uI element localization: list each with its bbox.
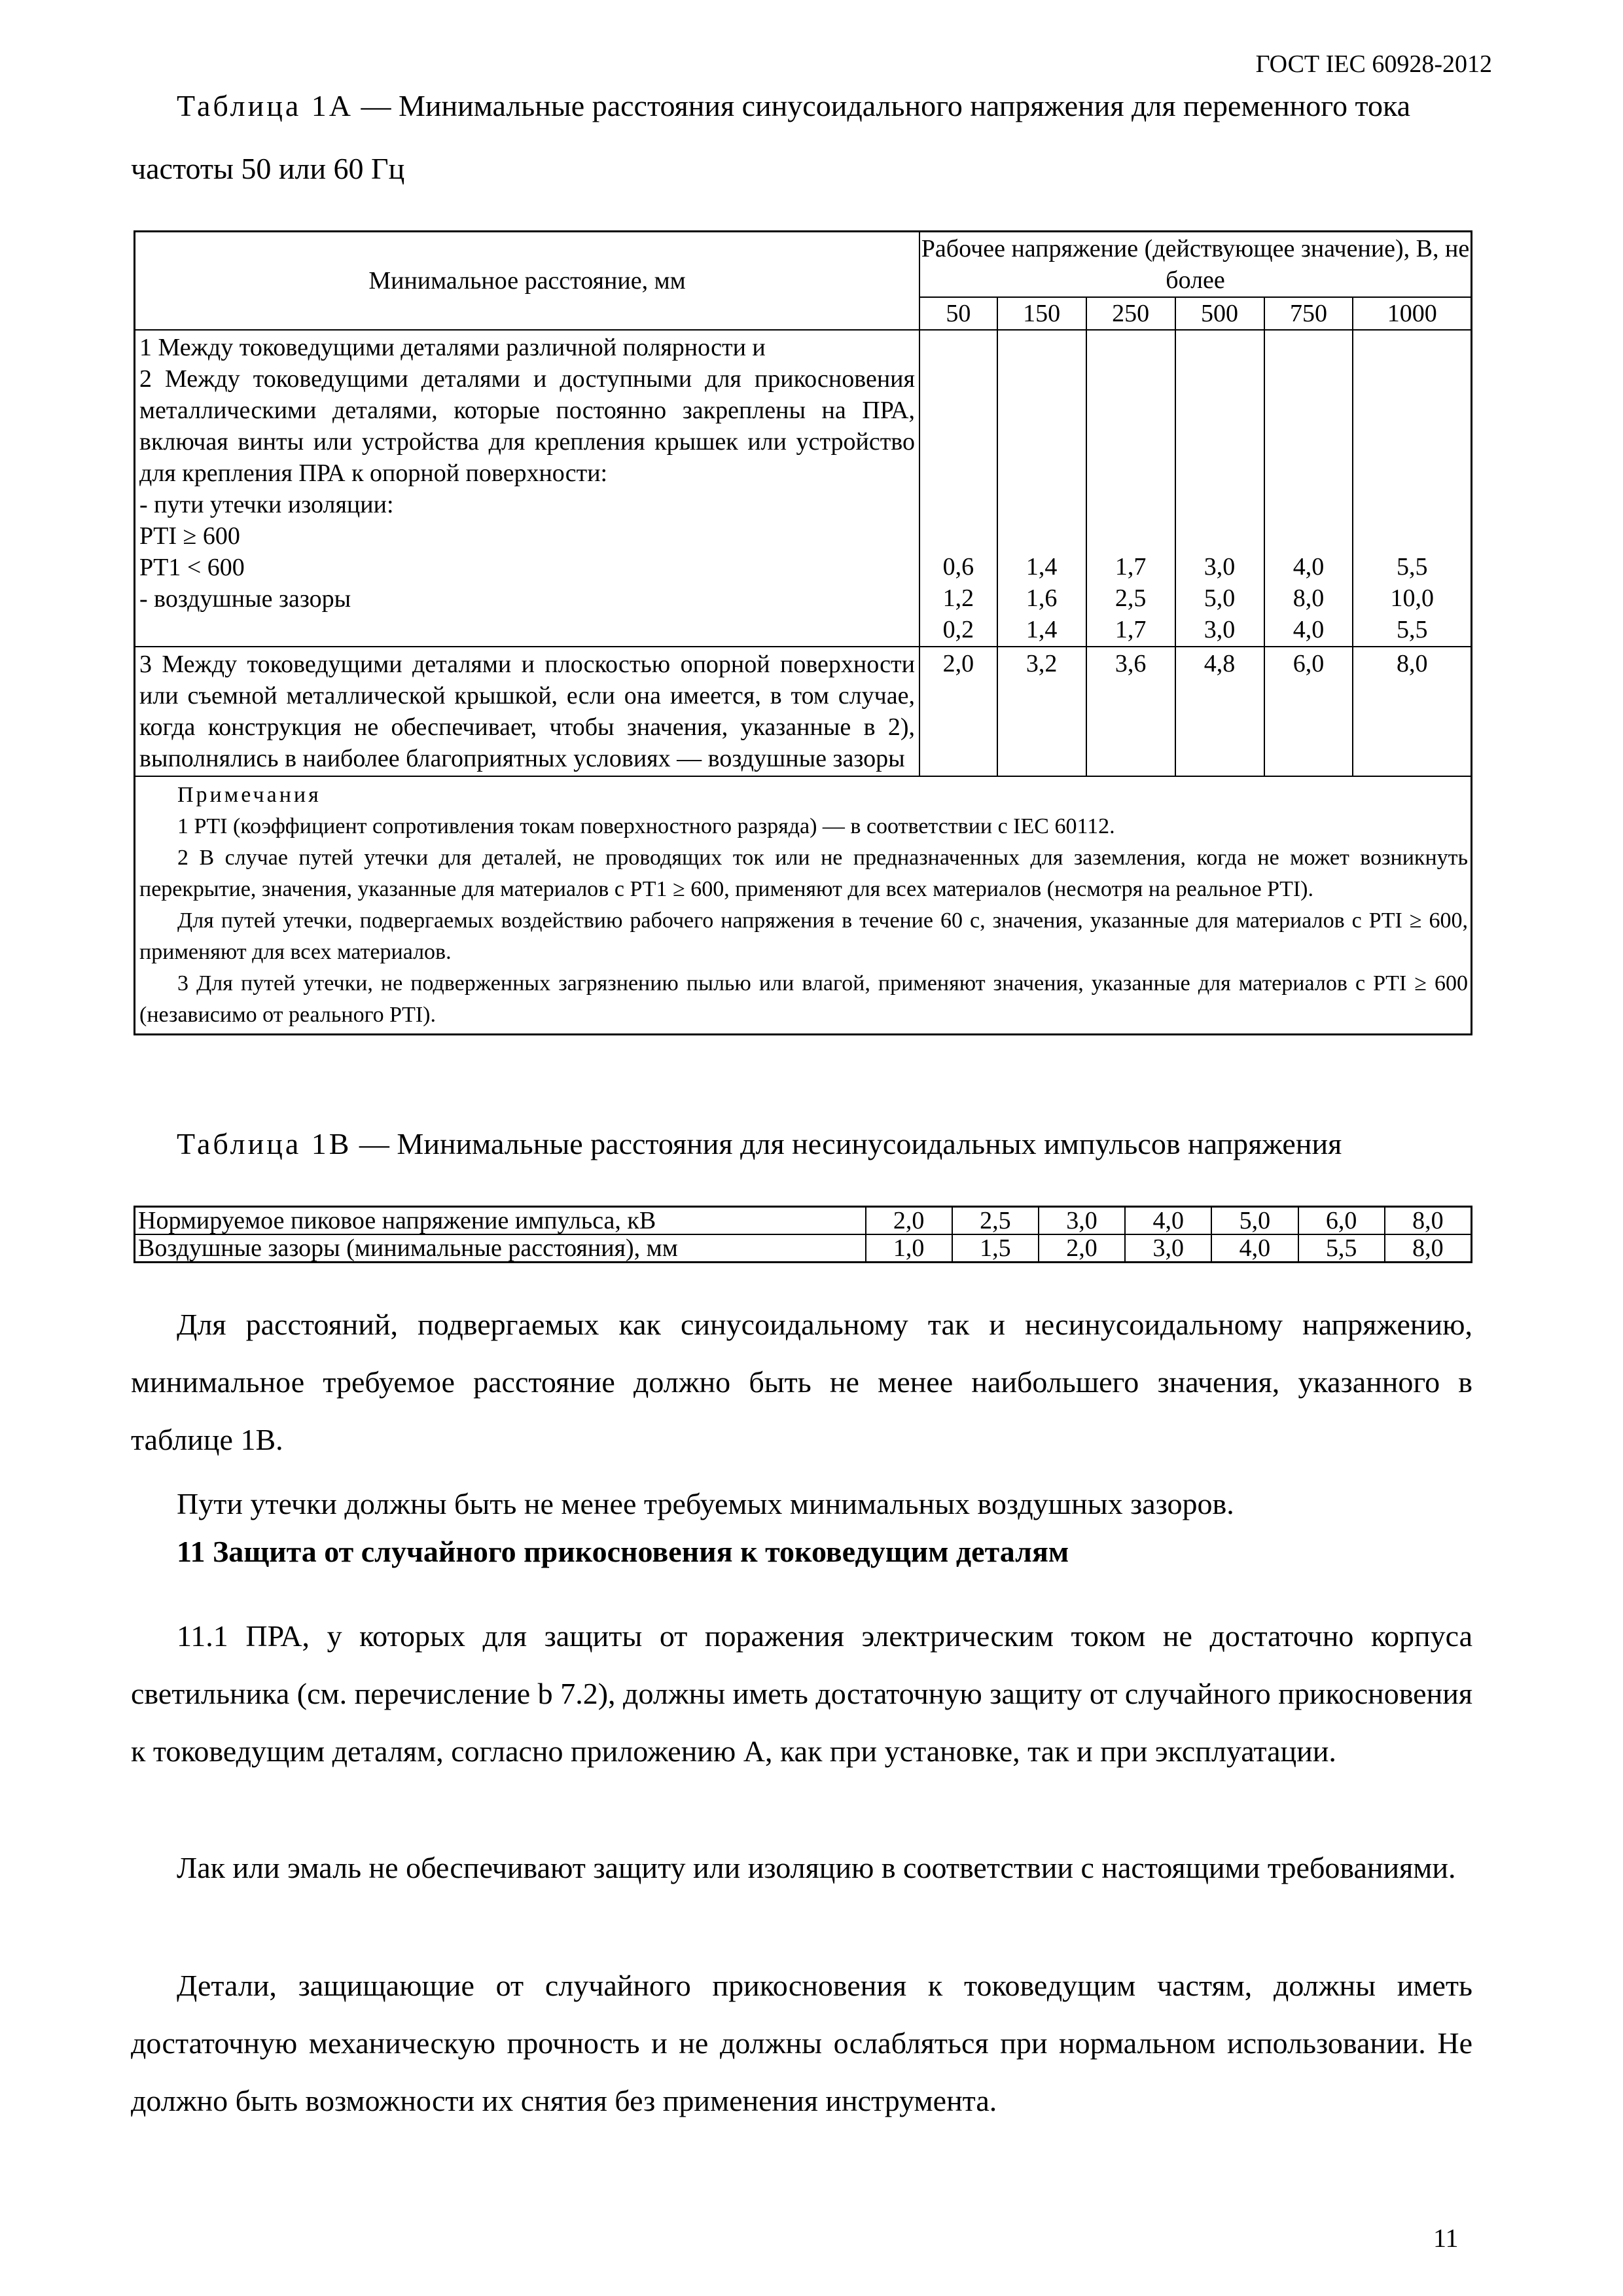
table-1a [134,230,1472,1035]
table-1b-caption [131,1113,1472,1175]
row3-value: 4,8 [1175,647,1264,776]
row1-values-50: 0,6 1,2 0,2 [919,330,997,647]
table-notes [135,776,1472,1035]
row1-values-750: 4,0 8,0 4,0 [1264,330,1353,647]
header-min-distance: Минимальное расстояние, мм [135,232,920,331]
table-row: Нормируемое пиковое напряжение импульса, кВ 2,0 2,5 3,0 4,0 5,0 6,0 8,0 [135,1207,1472,1235]
table-row: Воздушные зазоры (минимальные расстояния), мм 1,0 1,5 2,0 3,0 4,0 5,5 8,0 [135,1234,1472,1263]
paragraph-11-1: 11.1 ПРА, у которых для защиты от поражения электрическим током не достаточно корпуса светильника (см. перечисление b 7.2), должны иметь достаточную защиту от случайного прикосновения к токоведущим деталям, согласно приложению А, как при установке, так и при эксплуатации. [131,1619,1472,1768]
note-item: 2 В случае путей утечки для деталей, не проводящих ток или не предназначенных для заземления, когда не может возникнуть перекрытие, значения, указанные для материалов с РТ1 ≥ 600, применяют для всех материалов (несмотря на реальное PTI). [139,846,1468,901]
table-1a-title: — Минимальные расстояния синусоидального напряжения для переменного тока частоты 50 или 60 Гц [131,89,1411,185]
section-title: 11 Защита от случайного прикосновения к токоведущим деталям [177,1535,1069,1568]
voltage-header: 750 [1264,297,1353,330]
table-1a-label: Таблица 1А [177,89,353,122]
paragraph-protective-parts: Детали, защищающие от случайного прикосновения к токоведущим частям, должны иметь достаточную механическую прочность и не должны ослабляться при нормальном использовании. Не должно быть возможности их снятия без применения инструмента. [131,1969,1472,2117]
row-label: Нормируемое пиковое напряжение импульса, кВ [135,1207,866,1235]
row3-value: 3,6 [1086,647,1175,776]
voltage-header: 500 [1175,297,1264,330]
voltage-header: 250 [1086,297,1175,330]
paragraph-lacquer: Лак или эмаль не обеспечивают защиту или изоляцию в соответствии с настоящими требованиями. [177,1851,1456,1884]
row3-value: 3,2 [997,647,1086,776]
table-1b [134,1206,1472,1263]
row-label: Воздушные зазоры (минимальные расстояния), мм [135,1234,866,1263]
row1-values-150: 1,4 1,6 1,4 [997,330,1086,647]
document-id: ГОСТ IEC 60928-2012 [1255,50,1492,78]
row3-value: 6,0 [1264,647,1353,776]
note-item: 3 Для путей утечки, не подверженных загрязнению пылью или влагой, применяют значения, указанные для материалов с PTI ≥ 600 (независимо от реального PTI). [139,971,1468,1027]
table-row [135,647,1472,776]
row1-description: 1 Между токоведущими деталями различной полярности и 2 Между токоведущими деталями и доступными для прикосновения металлическими деталями, которые постоянно закреплены на ПРА, включая винты или устройства для крепления крышек или устройство для крепления ПРА к опорной поверхности: - пути утечки изоляции: PTI ≥ 600 PT1 < 600 - воздушные зазоры [135,330,920,647]
note-item: 1 PTI (коэффициент сопротивления токам поверхностного разряда) — в соответствии с IEC 60112. [177,814,1115,838]
paragraph-creepage: Пути утечки должны быть не менее требуемых минимальных воздушных зазоров. [177,1487,1234,1520]
table-1b-label: Таблица 1В [177,1127,352,1160]
voltage-header: 50 [919,297,997,330]
voltage-header: 150 [997,297,1086,330]
notes-title: Примечания [177,783,321,807]
table-row [135,330,1472,647]
page-number: 11 [1433,2223,1459,2253]
row1-values-500: 3,0 5,0 3,0 [1175,330,1264,647]
row1-values-250: 1,7 2,5 1,7 [1086,330,1175,647]
note-item: Для путей утечки, подвергаемых воздействию рабочего напряжения в течение 60 с, значения, указанные для материалов с PTI ≥ 600, применяют для всех материалов. [139,908,1468,964]
row3-value: 8,0 [1353,647,1471,776]
voltage-header: 1000 [1353,297,1471,330]
table-1b-title: — Минимальные расстояния для несинусоидальных импульсов напряжения [351,1127,1342,1160]
row3-description: 3 Между токоведущими деталями и плоскостью опорной поверхности или съемной металлической крышкой, если она имеется, в том случае, когда конструкция не обеспечивает, чтобы значения, указанные в 2), выполнялись в наиболее благоприятных условиях — воздушные зазоры [135,647,920,776]
paragraph-distances: Для расстояний, подвергаемых как синусоидальному так и несинусоидальному напряжению, минимальное требуемое расстояние должно быть не менее наибольшего значения, указанного в таблице 1В. [131,1308,1472,1456]
row3-value: 2,0 [919,647,997,776]
table-1a-caption [131,75,1472,200]
row1-values-1000: 5,5 10,0 5,5 [1353,330,1471,647]
header-working-voltage: Рабочее напряжение (действующее значение), В, не более [919,232,1472,298]
